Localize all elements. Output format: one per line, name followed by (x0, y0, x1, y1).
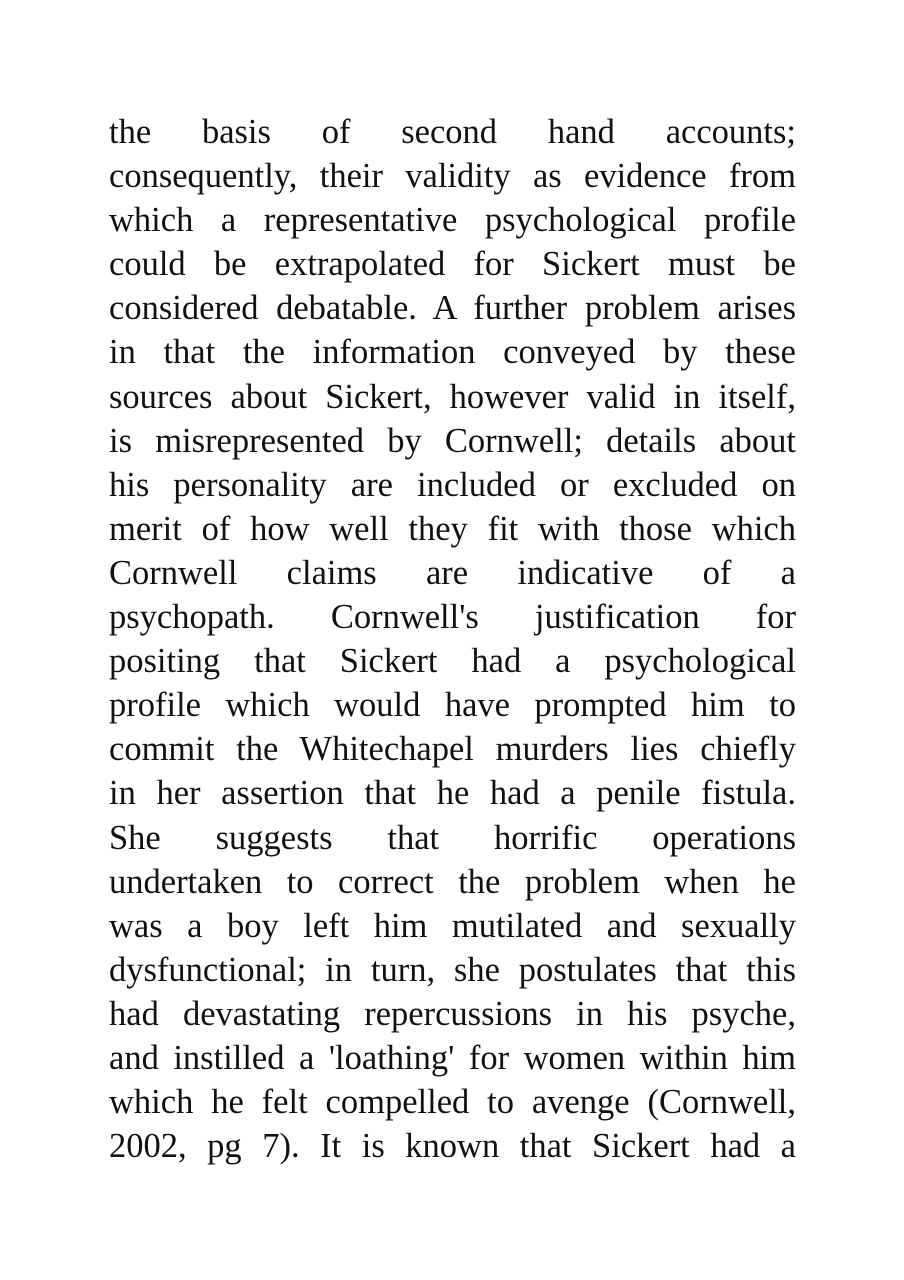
text-line: 2002, pg 7). It is known that Sickert had a (109, 1127, 796, 1166)
text-line: which a representative psychological profile (109, 201, 796, 240)
body-paragraph (109, 110, 796, 1168)
text-line: dysfunctional; in turn, she postulates that this (109, 950, 796, 989)
text-line: profile which would have prompted him to (109, 686, 796, 725)
text-line: undertaken to correct the problem when he (109, 862, 796, 901)
text-line: She suggests that horrific operations (109, 818, 796, 857)
text-line: in that the information conveyed by these (109, 333, 796, 372)
text-line: is misrepresented by Cornwell; details about (109, 421, 796, 460)
text-line: in her assertion that he had a penile fistula. (109, 774, 796, 813)
text-line: was a boy left him mutilated and sexually (109, 906, 796, 945)
text-line: sources about Sickert, however valid in itself, (109, 377, 796, 416)
text-line: could be extrapolated for Sickert must be (109, 245, 796, 284)
text-line: merit of how well they fit with those which (109, 509, 796, 548)
text-line: commit the Whitechapel murders lies chiefly (109, 730, 796, 769)
text-line: which he felt compelled to avenge (Cornwell, (109, 1083, 796, 1122)
text-line: the basis of second hand accounts; (109, 113, 796, 151)
text-line: Cornwell claims are indicative of a (109, 553, 796, 592)
text-line: and instilled a 'loathing' for women within him (109, 1038, 796, 1077)
text-line: psychopath. Cornwell's justification for (109, 598, 796, 637)
text-line: positing that Sickert had a psychological (109, 642, 796, 681)
text-line: had devastating repercussions in his psyche, (109, 994, 796, 1033)
text-line: considered debatable. A further problem arises (109, 289, 796, 328)
text-line: his personality are included or excluded on (109, 465, 796, 504)
text-line: consequently, their validity as evidence from (109, 157, 796, 196)
